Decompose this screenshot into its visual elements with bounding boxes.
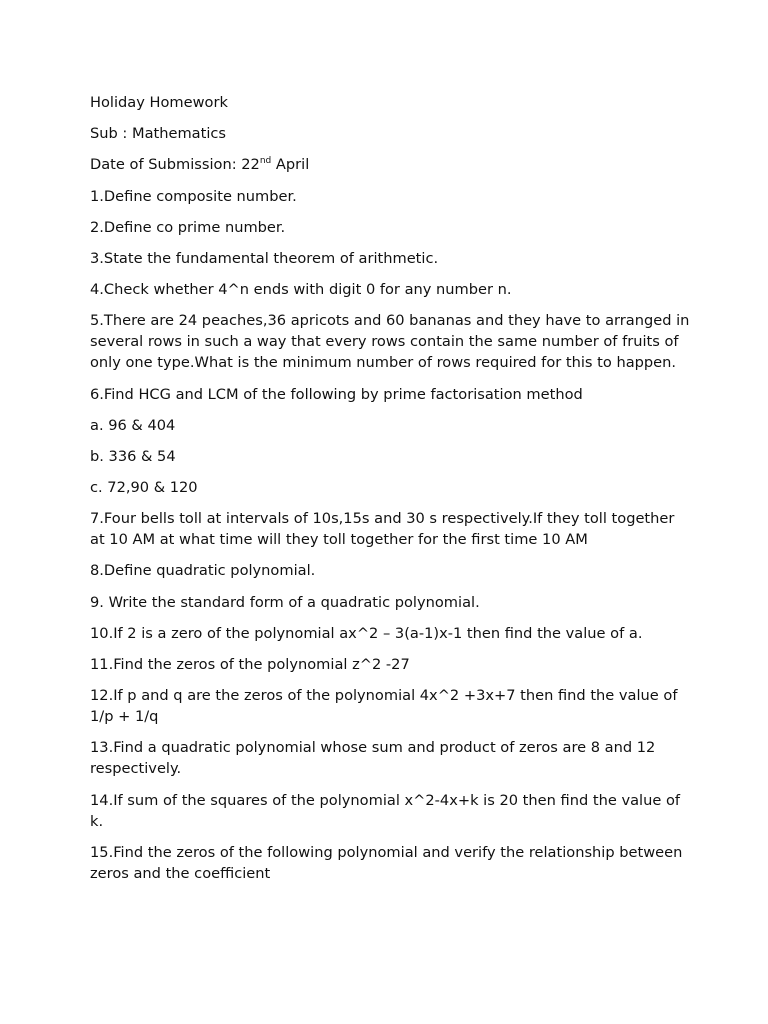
question-14: 14.If sum of the squares of the polynomial x^2-4x+k is 20 then find the value of k.: [90, 791, 681, 830]
question-8: 8.Define quadratic polynomial.: [90, 562, 316, 580]
question-13: 13.Find a quadratic polynomial whose sum and product of zeros are 8 and 12 respectively.: [90, 739, 656, 778]
subject-line: Sub : Mathematics: [90, 125, 227, 143]
submission-date-ordinal: nd: [259, 156, 272, 167]
question-2: 2.Define co prime number.: [90, 218, 286, 236]
question-12: 12.If p and q are the zeros of the polynomial 4x^2 +3x+7 then find the value of 1/p + 1/q: [90, 687, 678, 726]
submission-date: [90, 154, 690, 175]
document-title: Holiday Homework: [90, 94, 228, 111]
question-6a: a. 96 & 404: [90, 416, 176, 434]
question-7: 7.Four bells toll at intervals of 10s,15s and 30 s respectively.If they toll together at 10 AM at what time will they toll together for the first time 10 AM: [90, 510, 675, 549]
question-11: 11.Find the zeros of the polynomial z^2 -27: [90, 656, 410, 673]
document-body: [90, 92, 690, 894]
question-6b: b. 336 & 54: [90, 447, 176, 465]
question-3: 3.State the fundamental theorem of arithmetic.: [90, 249, 439, 267]
question-4: 4.Check whether 4^n ends with digit 0 for any number n.: [90, 281, 512, 299]
question-5: 5.There are 24 peaches,36 apricots and 60 bananas and they have to arranged in several rows in such a way that every rows contain the same number of fruits of only one type.What is the minimum number of rows required for this to happen.: [90, 312, 690, 372]
question-1: 1.Define composite number.: [90, 187, 297, 205]
question-10: 10.If 2 is a zero of the polynomial ax^2 – 3(a-1)x-1 then find the value of a.: [90, 624, 643, 642]
question-6c: c. 72,90 & 120: [90, 479, 198, 497]
submission-date-month: April: [271, 156, 310, 174]
question-15: 15.Find the zeros of the following polynomial and verify the relationship between zeros and the coefficient: [90, 843, 683, 882]
question-9: 9. Write the standard form of a quadratic polynomial.: [90, 593, 480, 611]
submission-date-prefix: Date of Submission: 22: [90, 156, 260, 174]
question-6: 6.Find HCG and LCM of the following by prime factorisation method: [90, 385, 583, 403]
